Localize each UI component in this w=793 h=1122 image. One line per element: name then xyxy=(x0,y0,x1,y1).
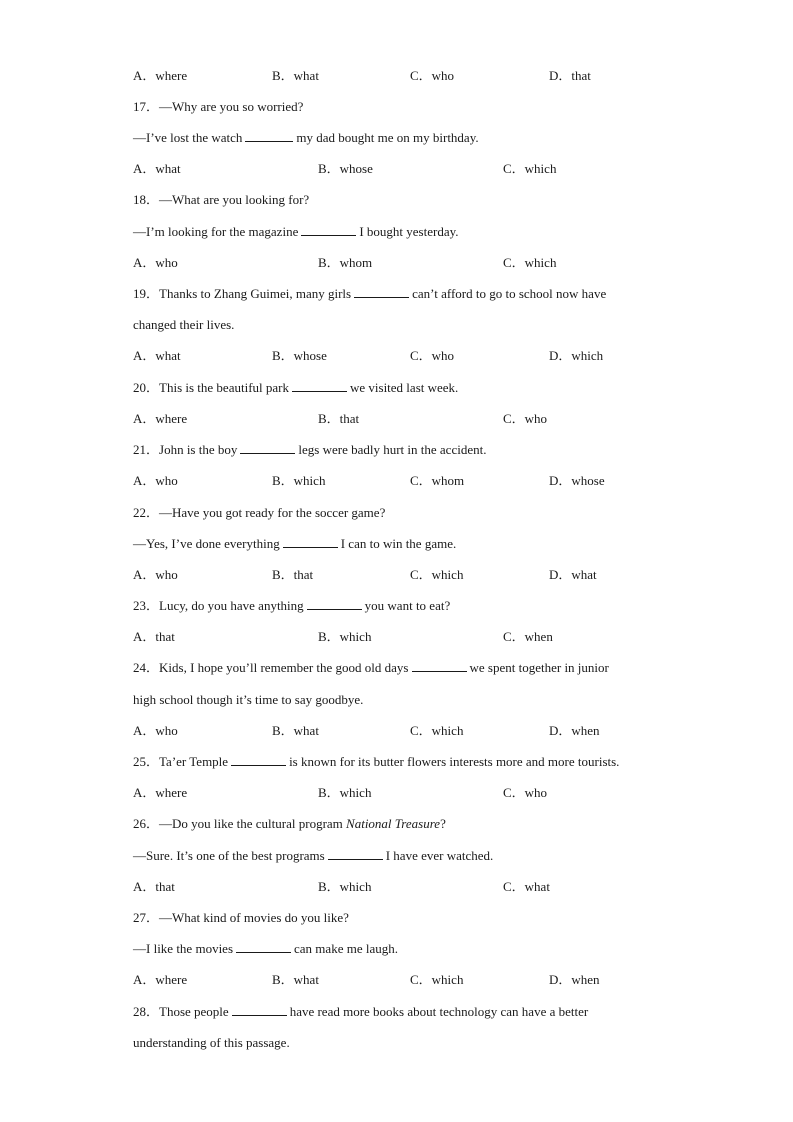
question-27-stem: 27．—What kind of movies do you like? xyxy=(133,910,349,925)
question-27-line-2: —I like the movies can make me laugh. xyxy=(133,941,398,956)
question-number: 21． xyxy=(133,442,160,457)
question-number: 28． xyxy=(133,1004,160,1019)
question-number: 25． xyxy=(133,754,160,769)
question-21-stem: 21．John is the boy legs were badly hurt in the accident. xyxy=(133,442,487,457)
question-20-options xyxy=(133,411,693,427)
answer-blank xyxy=(236,942,291,953)
option-c[interactable]: C．who xyxy=(410,68,455,83)
option-a[interactable]: A．where xyxy=(133,68,188,83)
option-b[interactable]: B．whose xyxy=(272,348,327,363)
question-17-line-2: —I’ve lost the watch my dad bought me on my birthday. xyxy=(133,130,479,145)
option-a[interactable]: A．who xyxy=(133,473,178,488)
answer-blank xyxy=(245,131,293,142)
answer-blank xyxy=(301,225,356,236)
answer-blank xyxy=(283,537,338,548)
option-a[interactable]: A．where xyxy=(133,972,188,987)
option-d[interactable]: D．whose xyxy=(549,473,605,488)
option-c[interactable]: C．who xyxy=(503,411,548,426)
question-number: 18． xyxy=(133,192,160,207)
option-b[interactable]: B．which xyxy=(318,629,372,644)
question-18-line-2: —I’m looking for the magazine I bought yesterday. xyxy=(133,224,459,239)
option-a[interactable]: A．that xyxy=(133,879,175,894)
option-c[interactable]: C．which xyxy=(410,567,464,582)
question-28-line-2: understanding of this passage. xyxy=(133,1035,290,1050)
option-c[interactable]: C．who xyxy=(503,785,548,800)
option-b[interactable]: B．which xyxy=(318,785,372,800)
option-d[interactable]: D．that xyxy=(549,68,591,83)
question-18-stem: 18．—What are you looking for? xyxy=(133,192,310,207)
question-22-options xyxy=(133,567,693,583)
question-21-options xyxy=(133,473,693,489)
answer-blank xyxy=(328,849,383,860)
answer-blank xyxy=(292,381,347,392)
question-24-options xyxy=(133,723,693,739)
answer-blank xyxy=(240,443,295,454)
answer-blank xyxy=(412,661,467,672)
question-26-options xyxy=(133,879,693,895)
question-23-stem: 23．Lucy, do you have anything you want to eat? xyxy=(133,598,451,613)
question-24-stem: 24．Kids, I hope you’ll remember the good old days we spent together in junior xyxy=(133,660,609,675)
option-c[interactable]: C．which xyxy=(503,161,557,176)
answer-blank xyxy=(231,755,286,766)
question-24-line-2: high school though it’s time to say goodbye. xyxy=(133,692,364,707)
option-c[interactable]: C．which xyxy=(503,255,557,270)
option-d[interactable]: D．when xyxy=(549,972,600,987)
question-22-stem: 22．—Have you got ready for the soccer game? xyxy=(133,505,386,520)
option-d[interactable]: D．when xyxy=(549,723,600,738)
option-a[interactable]: A．where xyxy=(133,411,188,426)
question-19-line-2: changed their lives. xyxy=(133,317,235,332)
option-c[interactable]: C．what xyxy=(503,879,550,894)
question-number: 22． xyxy=(133,505,160,520)
question-25-stem: 25．Ta’er Temple is known for its butter flowers interests more and more tourists. xyxy=(133,754,620,769)
question-number: 27． xyxy=(133,910,160,925)
option-a[interactable]: A．what xyxy=(133,161,181,176)
program-title: National Treasure xyxy=(346,816,441,831)
question-18-options xyxy=(133,255,693,271)
option-b[interactable]: B．which xyxy=(272,473,326,488)
option-a[interactable]: A．who xyxy=(133,567,178,582)
option-b[interactable]: B．whose xyxy=(318,161,373,176)
question-number: 23． xyxy=(133,598,160,613)
question-number: 24． xyxy=(133,660,160,675)
question-20-stem: 20．This is the beautiful park we visited last week. xyxy=(133,380,459,395)
option-a[interactable]: A．what xyxy=(133,348,181,363)
question-19-stem: 19．Thanks to Zhang Guimei, many girls can’t afford to go to school now have xyxy=(133,286,607,301)
option-a[interactable]: A．where xyxy=(133,785,188,800)
question-17-options xyxy=(133,161,693,177)
option-d[interactable]: D．which xyxy=(549,348,604,363)
option-a[interactable]: A．who xyxy=(133,723,178,738)
question-27-options xyxy=(133,972,693,988)
option-b[interactable]: B．whom xyxy=(318,255,373,270)
option-d[interactable]: D．what xyxy=(549,567,597,582)
answer-blank xyxy=(232,1005,287,1016)
question-16-options xyxy=(133,68,693,84)
option-c[interactable]: C．which xyxy=(410,723,464,738)
question-number: 26． xyxy=(133,816,160,831)
option-c[interactable]: C．who xyxy=(410,348,455,363)
question-17-stem: 17．—Why are you so worried? xyxy=(133,99,304,114)
option-b[interactable]: B．what xyxy=(272,68,319,83)
question-19-options xyxy=(133,348,693,364)
option-b[interactable]: B．that xyxy=(318,411,360,426)
question-26-line-2: —Sure. It’s one of the best programs I have ever watched. xyxy=(133,848,494,863)
option-c[interactable]: C．which xyxy=(410,972,464,987)
question-number: 19． xyxy=(133,286,160,301)
option-b[interactable]: B．what xyxy=(272,723,319,738)
option-c[interactable]: C．whom xyxy=(410,473,465,488)
option-b[interactable]: B．that xyxy=(272,567,314,582)
question-number: 20． xyxy=(133,380,160,395)
question-23-options xyxy=(133,629,693,645)
question-28-stem: 28．Those people have read more books about technology can have a better xyxy=(133,1004,589,1019)
option-b[interactable]: B．which xyxy=(318,879,372,894)
option-c[interactable]: C．when xyxy=(503,629,553,644)
question-26-stem: 26．—Do you like the cultural program National Treasure? xyxy=(133,816,446,831)
answer-blank xyxy=(307,599,362,610)
option-a[interactable]: A．who xyxy=(133,255,178,270)
question-22-line-2: —Yes, I’ve done everything I can to win the game. xyxy=(133,536,457,551)
option-a[interactable]: A．that xyxy=(133,629,175,644)
question-number: 17． xyxy=(133,99,160,114)
answer-blank xyxy=(354,287,409,298)
option-b[interactable]: B．what xyxy=(272,972,319,987)
question-25-options xyxy=(133,785,693,801)
